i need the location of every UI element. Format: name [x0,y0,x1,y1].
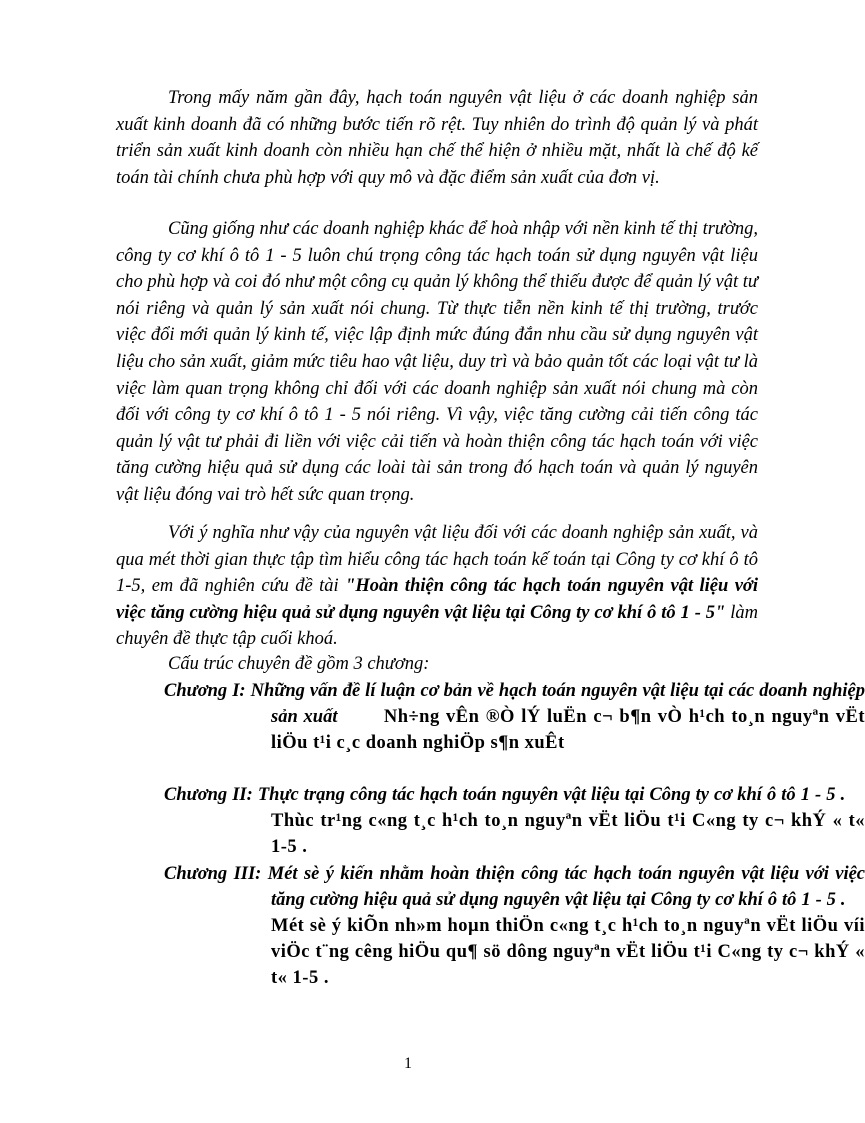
chapter-2 [164,782,865,860]
chapter-1 [164,678,865,756]
topic-title: "Hoàn thiện công tác hạch toán nguyên vật liệu với việc tăng cường hiệu quả sử dụng nguyên vật liệu tại Công ty cơ khí ô tô 1 - 5" [116,576,758,623]
chapter-title: Mét sè ý kiến nhằm hoàn thiện công tác hạch toán nguyên vật liệu với việc tăng cường hiệu quả sử dụng nguyên vật liệu tại Công ty cơ khí ô tô 1 - 5 . [267,864,865,910]
chapter-label: Chương II: [164,785,253,805]
topic-intro-text: Với ý nghĩa như vậy của nguyên vật liệu đối với các doanh nghiệp sản xuất, và qua mét thời gian thực tập tìm hiểu công tác hạch toán kế toán tại Công ty cơ khí ô tô 1-5, em đã nghiên cứu đề tài [116,523,758,597]
chapter-title: Những vấn đề lí luận cơ bản về hạch toán nguyên vật liệu tại các doanh nghiệp sản xuất [250,681,865,727]
chapter-title-legacy-encoding: Mét sè ý kiÕn nh»m hoµn thiÖn c«ng t¸c h¹ch to¸n nguyªn vËt liÖu víi viÖc t¨ng cêng hiÖu qu¶ sö dông nguyªn vËt liÖu t¹i C«ng ty c¬ khÝ « t« 1-5 . [271,916,865,988]
chapter-label: Chương I: [164,681,246,701]
chapter-title-legacy-encoding: Thùc tr¹ng c«ng t¸c h¹ch to¸n nguyªn vËt liÖu t¹i C«ng ty c¬ khÝ « t« 1-5 . [271,811,865,857]
page-number: 1 [404,1055,412,1072]
topic-end-text: làm chuyên đề thực tập cuối khoá. [116,602,759,650]
chapter-label: Chương III: [164,864,262,884]
chapter-3 [164,861,865,991]
paragraph-topic [116,520,758,653]
paragraph-intro: Trong mấy năm gần đây, hạch toán nguyên vật liệu ở các doanh nghiệp sản xuất kinh doanh đã có những bước tiến rõ rệt. Tuy nhiên do trình độ quản lý và phát triển sản xuất kinh doanh còn nhiều hạn chế thể hiện ở nhiều mặt, nhất là chế độ kế toán tài chính chưa phù hợp với quy mô và đặc điểm sản xuất của đơn vị. [116,88,758,188]
chapter-title-legacy-encoding: Nh÷ng vÊn ®Ò lÝ luËn c¬ b¶n vÒ h¹ch to¸n nguyªn vËt liÖu t¹i c¸c doanh nghiÖp s¶n xuÊt [271,707,865,753]
structure-heading: Cấu trúc chuyên đề gồm 3 chương: [168,654,430,674]
paragraph-context: Cũng giống như các doanh nghiệp khác để hoà nhập với nền kinh tế thị trường, công ty cơ khí ô tô 1 - 5 luôn chú trọng công tác hạch toán sử dụng nguyên vật liệu cho phù hợp và coi đó như một công cụ quản lý không thể thiếu được để quản lý vật tư nói riêng và quản lý sản xuất nói chung. Từ thực tiễn nền kinh tế thị trường, trước việc đổi mới quản lý kinh tế, việc lập định mức đúng đắn nhu cầu sử dụng nguyên vật liệu cho sản xuất, giảm mức tiêu hao vật liệu, duy trì và bảo quản tốt các loại vật tư là việc làm quan trọng không chỉ đối với các doanh nghiệp sản xuất nói chung mà còn đối với công ty cơ khí ô tô 1 - 5 nói riêng. Vì vậy, việc tăng cường cải tiến công tác quản lý vật tư phải đi liền với việc cải tiến và hoàn thiện công tác hạch toán với việc tăng cường hiệu quả sử dụng các loài tài sản trong đó hạch toán và quản lý nguyên vật liệu đóng vai trò hết sức quan trọng. [116,219,758,505]
chapter-title: Thực trạng công tác hạch toán nguyên vật liệu tại Công ty cơ khí ô tô 1 - 5 . [257,785,846,805]
